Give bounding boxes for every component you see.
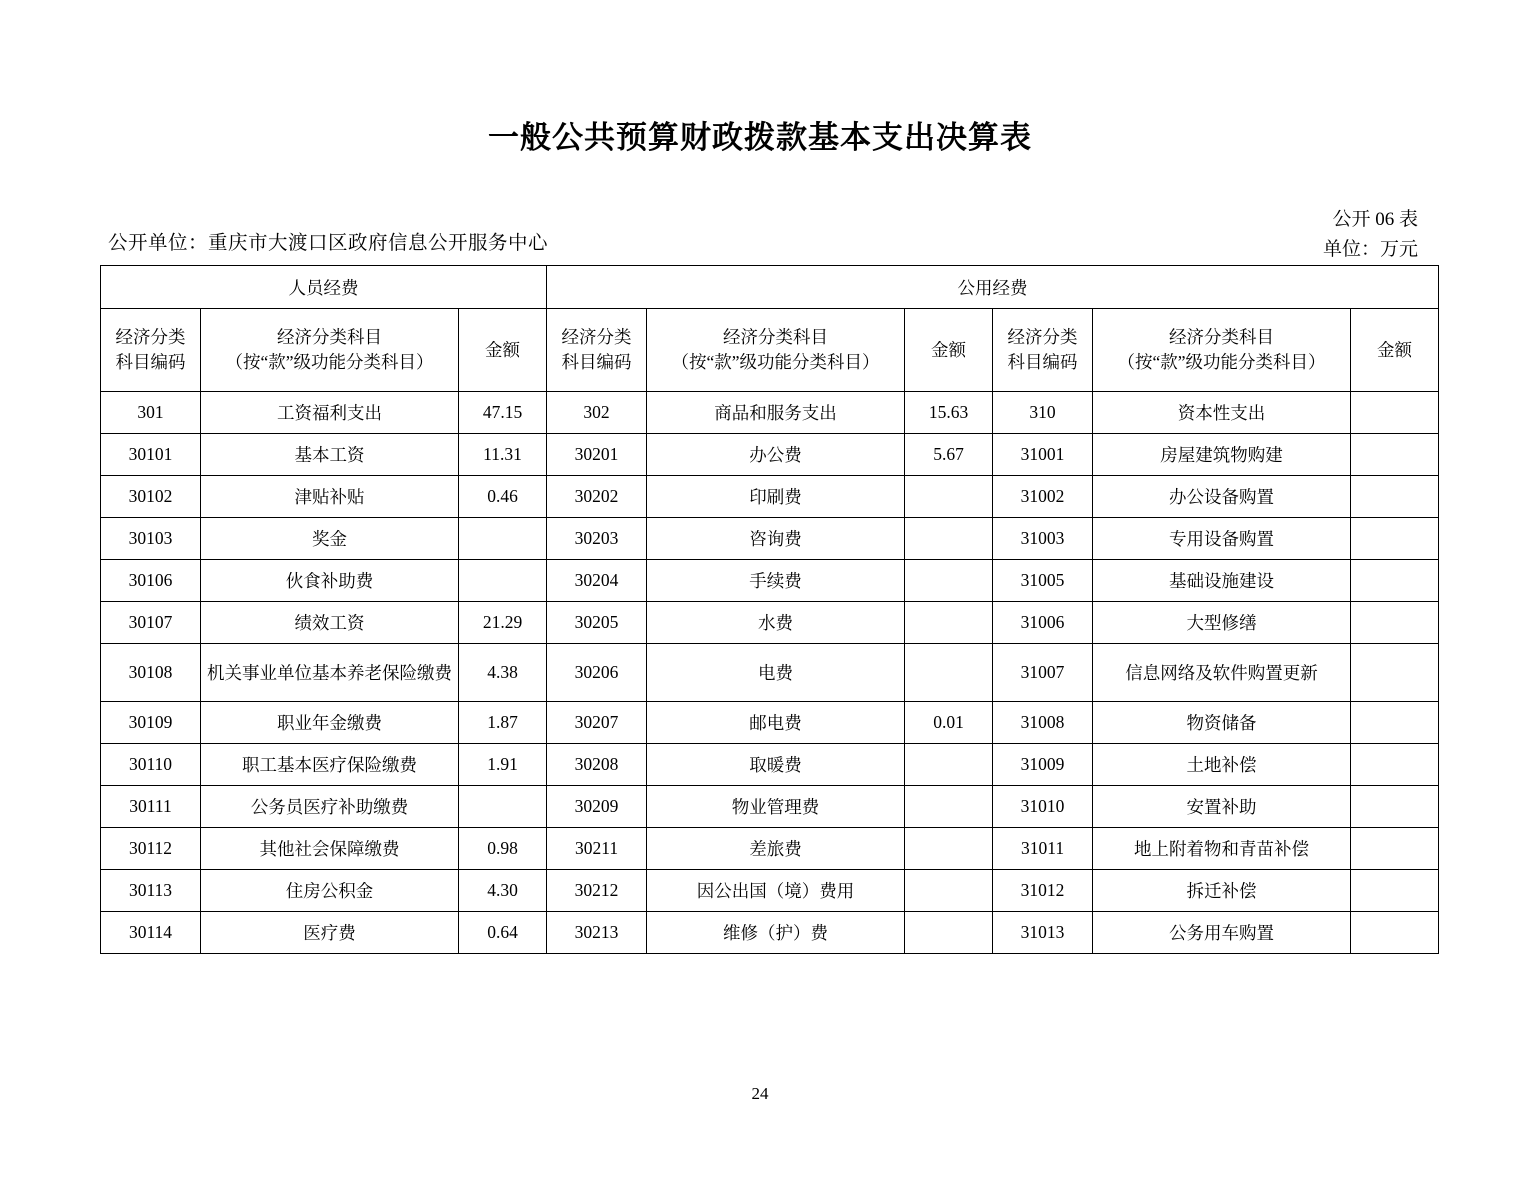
public-unit-label: 公开单位：重庆市大渡口区政府信息公开服务中心: [108, 233, 549, 254]
header-personnel-code: 经济分类 科目编码: [101, 309, 201, 392]
cell-public-name: 邮电费: [647, 702, 905, 744]
cell-capital-name: 地上附着物和青苗补偿: [1093, 828, 1351, 870]
cell-public-name: 水费: [647, 602, 905, 644]
cell-personnel-amount: 1.87: [459, 702, 547, 744]
cell-personnel-amount: [459, 560, 547, 602]
cell-public-amount: [905, 870, 993, 912]
cell-personnel-code: 301: [101, 392, 201, 434]
cell-capital-name: 土地补偿: [1093, 744, 1351, 786]
table-row: [101, 518, 1439, 560]
cell-personnel-amount: 11.31: [459, 434, 547, 476]
header-capital-name: 经济分类科目 （按“款”级功能分类科目）: [1093, 309, 1351, 392]
cell-capital-code: 31007: [993, 644, 1093, 702]
cell-personnel-code: 30107: [101, 602, 201, 644]
cell-personnel-amount: 1.91: [459, 744, 547, 786]
cell-personnel-amount: [459, 518, 547, 560]
header-personnel-amount: 金额: [459, 309, 547, 392]
cell-public-name: 办公费: [647, 434, 905, 476]
cell-personnel-code: 30110: [101, 744, 201, 786]
cell-public-code: 30204: [547, 560, 647, 602]
cell-public-code: 30212: [547, 870, 647, 912]
cell-public-name: 电费: [647, 644, 905, 702]
cell-capital-name: 基础设施建设: [1093, 560, 1351, 602]
table-row: [101, 744, 1439, 786]
document-meta: [100, 205, 1420, 263]
cell-public-code: 30209: [547, 786, 647, 828]
cell-personnel-code: 30114: [101, 912, 201, 954]
cell-personnel-amount: 47.15: [459, 392, 547, 434]
page-title: 一般公共预算财政拨款基本支出决算表: [488, 120, 1032, 155]
cell-public-amount: [905, 476, 993, 518]
cell-capital-amount: [1351, 602, 1439, 644]
cell-personnel-code: 30103: [101, 518, 201, 560]
cell-personnel-amount: 0.46: [459, 476, 547, 518]
cell-personnel-amount: 0.98: [459, 828, 547, 870]
cell-personnel-amount: 4.38: [459, 644, 547, 702]
cell-capital-name: 房屋建筑物购建: [1093, 434, 1351, 476]
cell-capital-amount: [1351, 476, 1439, 518]
meta-right-block: [1323, 205, 1418, 265]
cell-capital-amount: [1351, 518, 1439, 560]
header-capital-code: 经济分类 科目编码: [993, 309, 1093, 392]
cell-public-amount: [905, 560, 993, 602]
cell-capital-code: 31002: [993, 476, 1093, 518]
cell-capital-name: 物资储备: [1093, 702, 1351, 744]
cell-capital-name: 拆迁补偿: [1093, 870, 1351, 912]
cell-capital-amount: [1351, 912, 1439, 954]
cell-public-name: 手续费: [647, 560, 905, 602]
page-number: 24: [751, 1084, 769, 1103]
cell-personnel-name: 伙食补助费: [201, 560, 459, 602]
cell-public-amount: 5.67: [905, 434, 993, 476]
cell-public-name: 因公出国（境）费用: [647, 870, 905, 912]
cell-capital-name: 资本性支出: [1093, 392, 1351, 434]
table-row: [101, 912, 1439, 954]
cell-capital-code: 31009: [993, 744, 1093, 786]
cell-capital-code: 31003: [993, 518, 1093, 560]
table-row: [101, 702, 1439, 744]
cell-personnel-code: 30109: [101, 702, 201, 744]
cell-personnel-amount: 21.29: [459, 602, 547, 644]
cell-capital-code: 31013: [993, 912, 1093, 954]
cell-public-name: 物业管理费: [647, 786, 905, 828]
cell-public-amount: [905, 912, 993, 954]
cell-personnel-name: 基本工资: [201, 434, 459, 476]
cell-capital-name: 办公设备购置: [1093, 476, 1351, 518]
table-row: [101, 828, 1439, 870]
header-public-code: 经济分类 科目编码: [547, 309, 647, 392]
cell-capital-code: 31011: [993, 828, 1093, 870]
cell-personnel-amount: 4.30: [459, 870, 547, 912]
cell-public-name: 维修（护）费: [647, 912, 905, 954]
cell-capital-code: 31006: [993, 602, 1093, 644]
header-capital-amount: 金额: [1351, 309, 1439, 392]
cell-capital-amount: [1351, 870, 1439, 912]
cell-capital-code: 31008: [993, 702, 1093, 744]
cell-public-code: 30207: [547, 702, 647, 744]
cell-capital-name: 公务用车购置: [1093, 912, 1351, 954]
cell-public-code: 302: [547, 392, 647, 434]
document-page: [0, 112, 1520, 1186]
cell-personnel-name: 医疗费: [201, 912, 459, 954]
table-row: [101, 476, 1439, 518]
cell-personnel-name: 工资福利支出: [201, 392, 459, 434]
header-public-name: 经济分类科目 （按“款”级功能分类科目）: [647, 309, 905, 392]
cell-personnel-name: 津贴补贴: [201, 476, 459, 518]
cell-public-name: 印刷费: [647, 476, 905, 518]
cell-capital-amount: [1351, 744, 1439, 786]
cell-public-amount: 0.01: [905, 702, 993, 744]
table-group-header-row: [101, 266, 1439, 309]
group-header-public: 公用经费: [547, 266, 1439, 309]
cell-personnel-name: 住房公积金: [201, 870, 459, 912]
cell-capital-code: 31005: [993, 560, 1093, 602]
table-row: [101, 392, 1439, 434]
cell-personnel-name: 公务员医疗补助缴费: [201, 786, 459, 828]
cell-personnel-code: 30101: [101, 434, 201, 476]
cell-public-name: 差旅费: [647, 828, 905, 870]
cell-capital-amount: [1351, 392, 1439, 434]
cell-public-amount: [905, 786, 993, 828]
cell-public-amount: 15.63: [905, 392, 993, 434]
cell-public-amount: [905, 828, 993, 870]
cell-public-code: 30202: [547, 476, 647, 518]
cell-personnel-name: 其他社会保障缴费: [201, 828, 459, 870]
cell-personnel-amount: [459, 786, 547, 828]
cell-public-amount: [905, 644, 993, 702]
cell-personnel-name: 机关事业单位基本养老保险缴费: [201, 644, 459, 702]
cell-public-amount: [905, 518, 993, 560]
cell-public-code: 30213: [547, 912, 647, 954]
cell-personnel-code: 30106: [101, 560, 201, 602]
cell-capital-name: 信息网络及软件购置更新: [1093, 644, 1351, 702]
cell-capital-amount: [1351, 644, 1439, 702]
group-header-personnel: 人员经费: [101, 266, 547, 309]
table-row: [101, 560, 1439, 602]
cell-capital-name: 专用设备购置: [1093, 518, 1351, 560]
table-row: [101, 434, 1439, 476]
cell-capital-code: 31001: [993, 434, 1093, 476]
cell-public-code: 30205: [547, 602, 647, 644]
cell-personnel-name: 职工基本医疗保险缴费: [201, 744, 459, 786]
amount-unit: 单位：万元: [1322, 239, 1418, 260]
table-row: [101, 870, 1439, 912]
cell-capital-amount: [1351, 786, 1439, 828]
cell-personnel-code: 30102: [101, 476, 201, 518]
table-row: [101, 602, 1439, 644]
cell-public-code: 30208: [547, 744, 647, 786]
cell-capital-name: 大型修缮: [1093, 602, 1351, 644]
cell-capital-amount: [1351, 434, 1439, 476]
cell-public-code: 30206: [547, 644, 647, 702]
cell-personnel-code: 30113: [101, 870, 201, 912]
cell-public-amount: [905, 744, 993, 786]
budget-table: [100, 265, 1439, 954]
cell-personnel-amount: 0.64: [459, 912, 547, 954]
cell-public-name: 商品和服务支出: [647, 392, 905, 434]
header-personnel-name: 经济分类科目 （按“款”级功能分类科目）: [201, 309, 459, 392]
header-public-amount: 金额: [905, 309, 993, 392]
cell-public-name: 取暖费: [647, 744, 905, 786]
cell-capital-name: 安置补助: [1093, 786, 1351, 828]
cell-capital-code: 31012: [993, 870, 1093, 912]
cell-personnel-code: 30108: [101, 644, 201, 702]
cell-public-name: 咨询费: [647, 518, 905, 560]
cell-public-code: 30203: [547, 518, 647, 560]
cell-capital-code: 310: [993, 392, 1093, 434]
cell-personnel-name: 绩效工资: [201, 602, 459, 644]
cell-personnel-name: 职业年金缴费: [201, 702, 459, 744]
cell-capital-amount: [1351, 560, 1439, 602]
cell-personnel-name: 奖金: [201, 518, 459, 560]
cell-capital-amount: [1351, 702, 1439, 744]
table-row: [101, 644, 1439, 702]
cell-public-code: 30211: [547, 828, 647, 870]
cell-capital-code: 31010: [993, 786, 1093, 828]
table-column-header-row: [101, 309, 1439, 392]
cell-public-amount: [905, 602, 993, 644]
cell-capital-amount: [1351, 828, 1439, 870]
cell-personnel-code: 30111: [101, 786, 201, 828]
cell-personnel-code: 30112: [101, 828, 201, 870]
form-number: 公开 06 表: [1332, 209, 1418, 230]
table-row: [101, 786, 1439, 828]
cell-public-code: 30201: [547, 434, 647, 476]
